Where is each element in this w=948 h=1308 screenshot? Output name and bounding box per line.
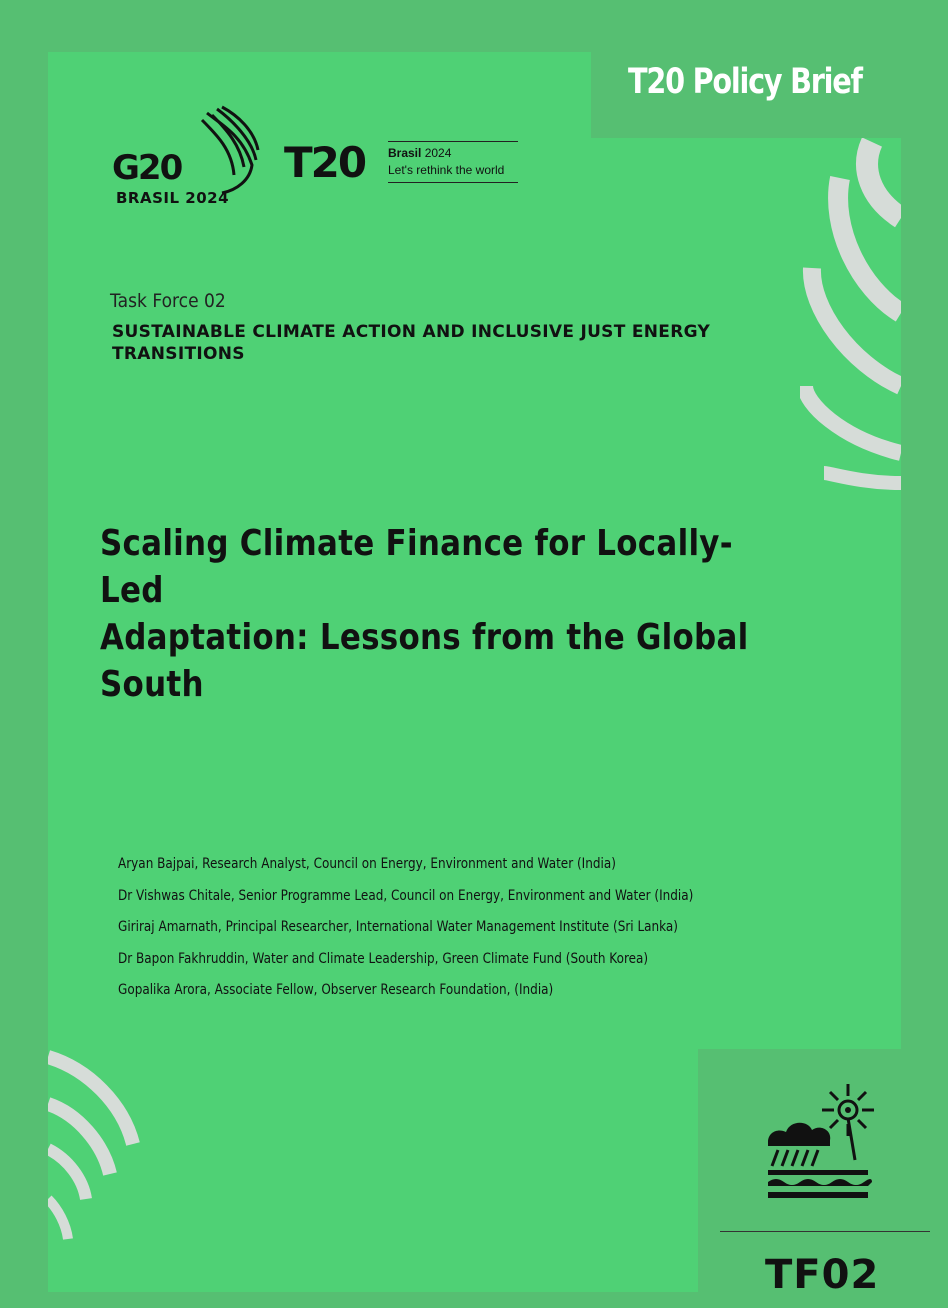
t20-logo-tagline: Let's rethink the world xyxy=(388,163,505,177)
document-title xyxy=(100,520,754,708)
g20-logo-subtitle: BRASIL 2024 xyxy=(116,189,230,207)
task-force-heading: SUSTAINABLE CLIMATE ACTION AND INCLUSIVE JUST ENERGY TRANSITIONS xyxy=(112,322,711,364)
author-item: Dr Vishwas Chitale, Senior Programme Lead, Council on Energy, Environment and Water (India) xyxy=(118,887,694,904)
decorative-arcs-bottom-left xyxy=(48,1049,148,1292)
task-force-label: Task Force 02 xyxy=(110,290,226,312)
t20-logo-rule-bottom xyxy=(388,182,518,183)
decorative-arcs-top-right xyxy=(800,138,901,490)
author-list xyxy=(118,853,818,1011)
author-item: Aryan Bajpai, Research Analyst, Council on Energy, Environment and Water (India) xyxy=(118,856,616,872)
task-force-code-rule xyxy=(720,1231,930,1232)
task-force-code: TF02 xyxy=(765,1252,880,1298)
author-item: Dr Bapon Fakhruddin, Water and Climate Leadership, Green Climate Fund (South Korea) xyxy=(118,950,649,967)
t20-logo-brasil: Brasil 2024 xyxy=(388,146,452,160)
policy-brief-label: T20 Policy Brief xyxy=(628,62,862,102)
document-title-line-1: Scaling Climate Finance for Locally-Led xyxy=(100,523,733,611)
t20-logo-rule-top xyxy=(388,141,518,142)
author-item: Giriraj Amarnath, Principal Researcher, International Water Management Institute (Sri Lanka) xyxy=(118,919,679,935)
t20-logo-text: T20 xyxy=(284,138,366,187)
g20-logo-text: G20 xyxy=(112,148,182,188)
document-title-line-2: Adaptation: Lessons from the Global South xyxy=(100,617,749,705)
climate-energy-icon xyxy=(760,1080,885,1205)
author-item: Gopalika Arora, Associate Fellow, Observer Research Foundation, (India) xyxy=(118,982,554,998)
